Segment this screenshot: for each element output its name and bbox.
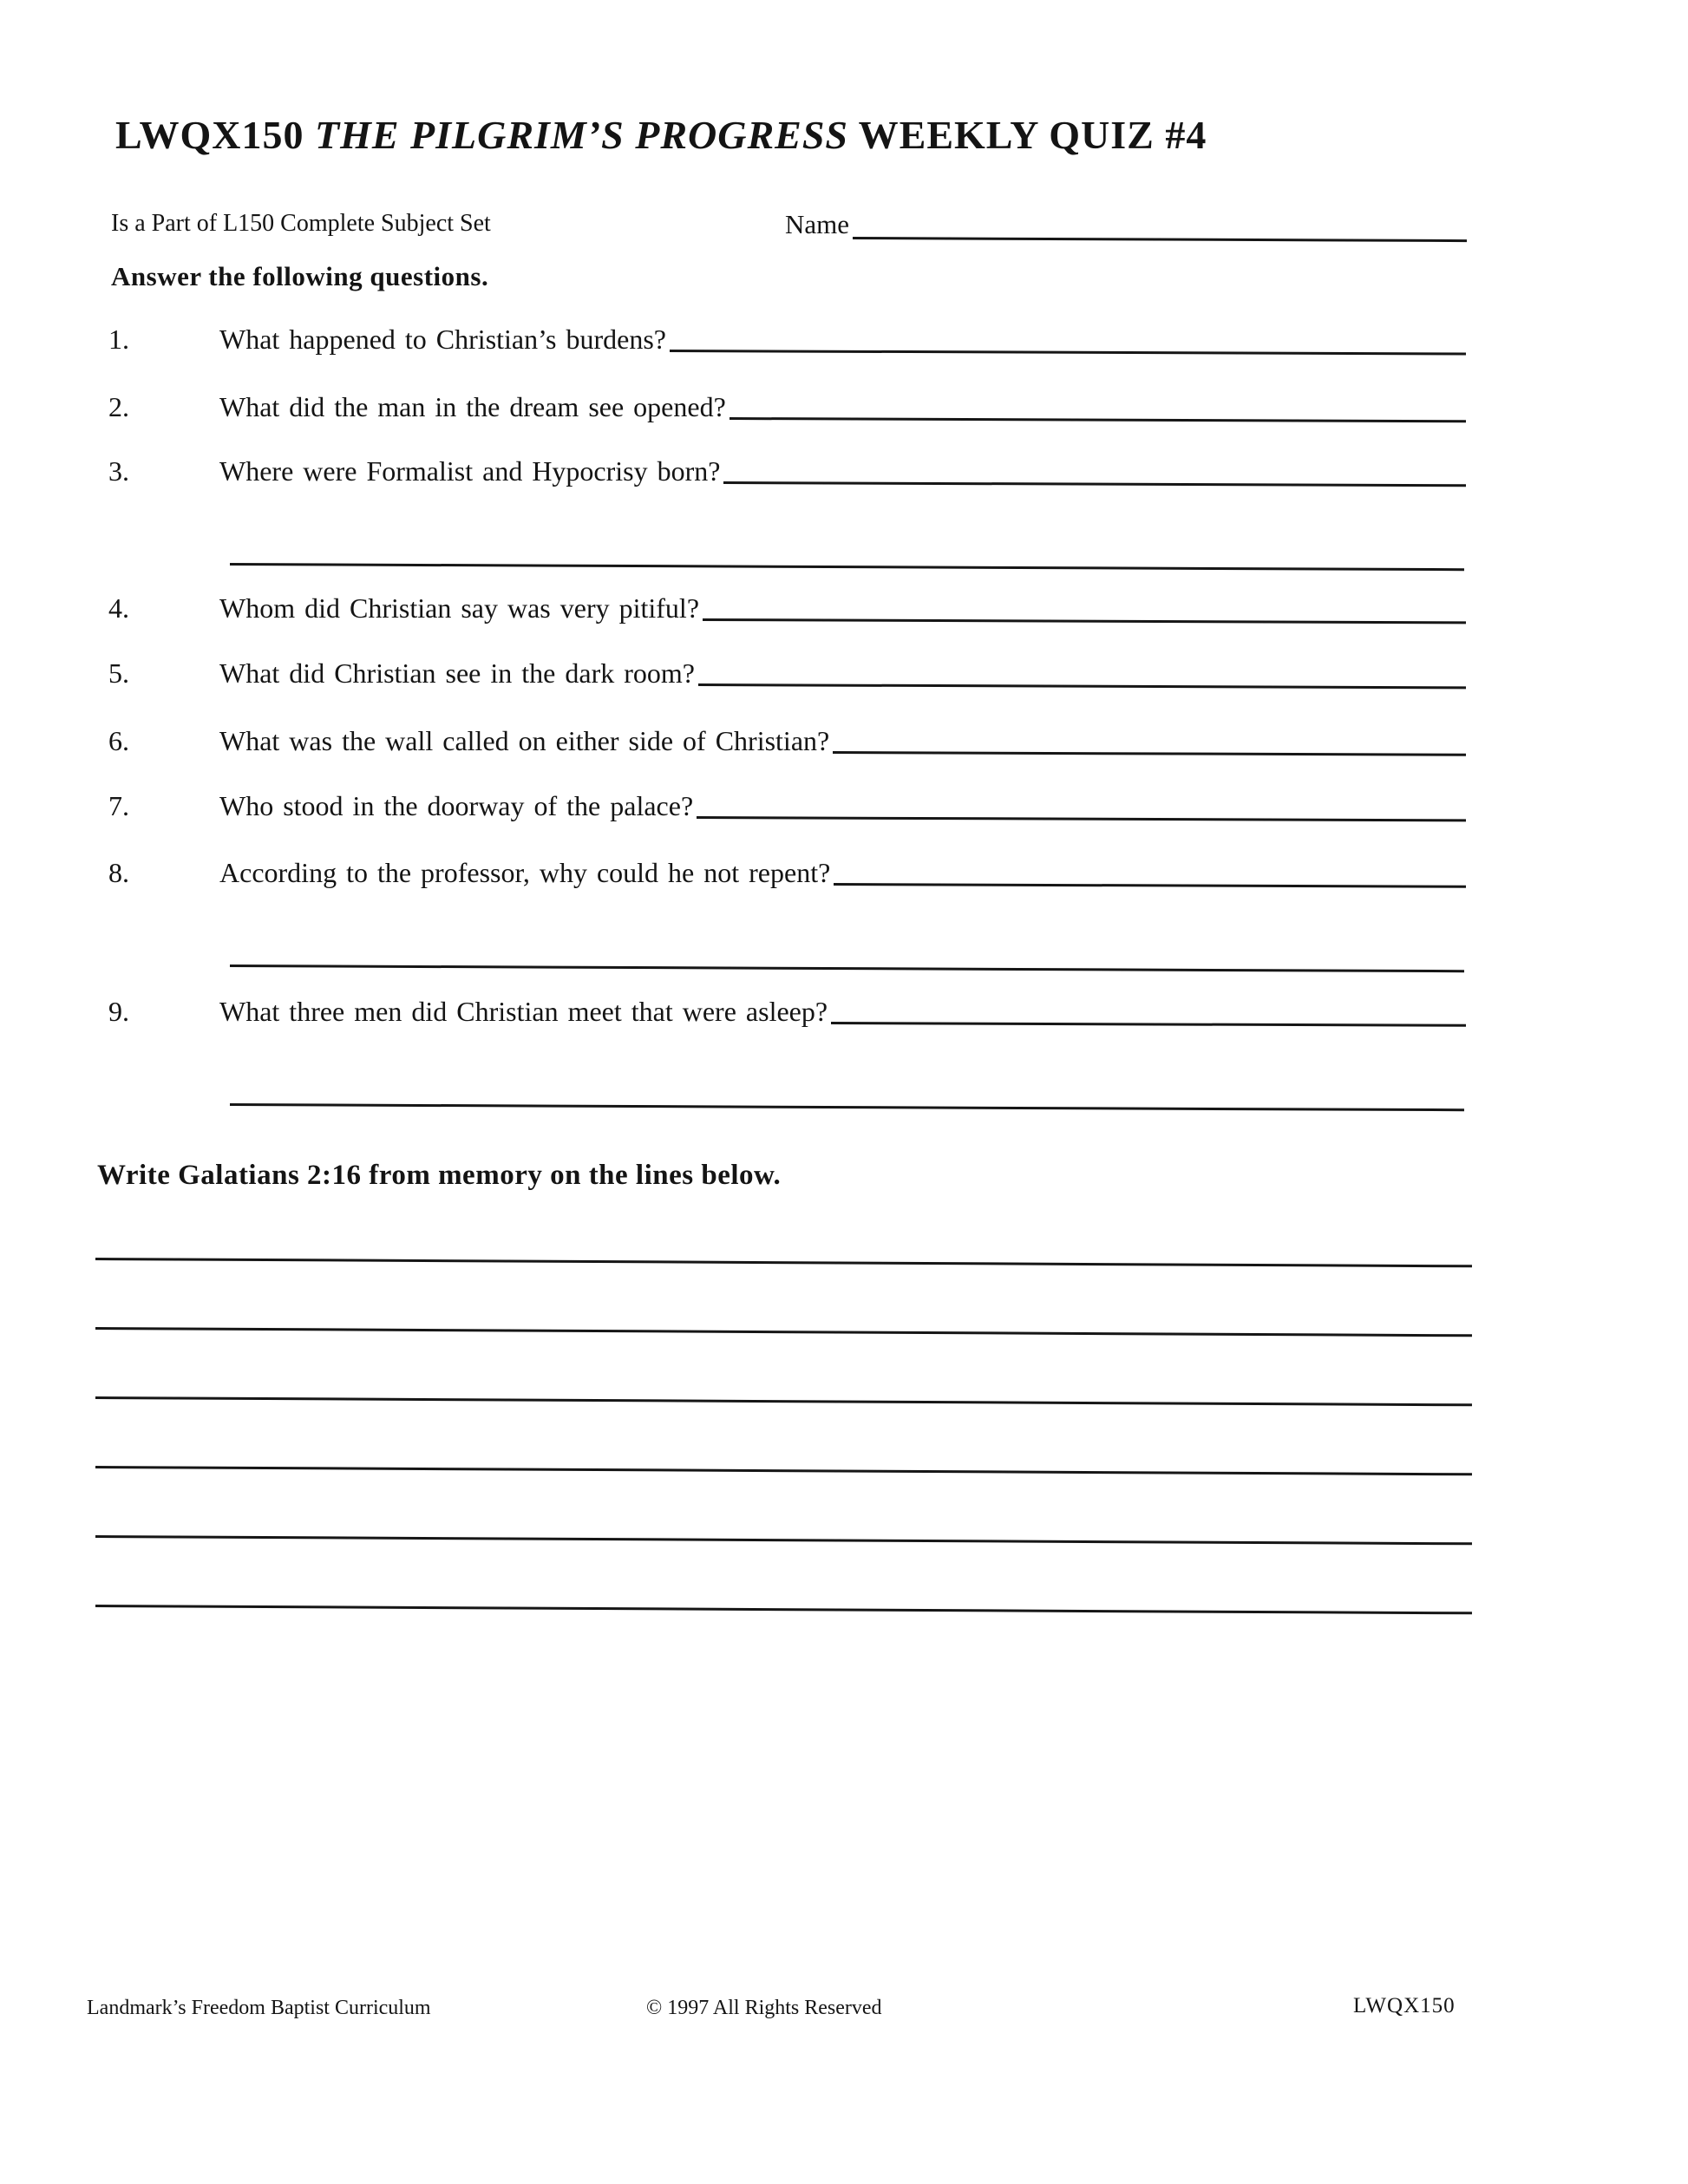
answer-blank-continuation-line — [230, 563, 1464, 571]
question-row — [108, 993, 1466, 1030]
answer-blank-line — [697, 788, 1466, 821]
name-label: Name — [785, 209, 850, 239]
title-book-name: THE PILGRIM’S PROGRESS — [314, 113, 848, 157]
answer-blank-continuation-line — [230, 964, 1464, 972]
memory-verse-writing-line — [95, 1466, 1472, 1475]
question-row — [108, 723, 1466, 759]
title-quiz-label: WEEKLY QUIZ #4 — [858, 113, 1207, 157]
question-row — [108, 389, 1466, 425]
memory-verse-writing-line — [95, 1396, 1472, 1406]
question-number: 3. — [108, 455, 129, 487]
memory-verse-writing-line — [95, 1535, 1472, 1545]
question-text: Where were Formalist and Hypocrisy born? — [219, 455, 721, 487]
answer-blank-line — [834, 854, 1466, 888]
question-number: 9. — [108, 996, 129, 1027]
answer-blank-line — [698, 655, 1466, 689]
question-text: According to the professor, why could he not repent? — [219, 857, 831, 888]
question-row — [108, 788, 1466, 824]
question-text: What happened to Christian’s burdens? — [219, 324, 666, 355]
question-row — [108, 590, 1466, 626]
question-text: What three men did Christian meet that were asleep? — [219, 996, 828, 1027]
answer-blank-line — [670, 321, 1466, 356]
question-number: 7. — [108, 790, 129, 821]
question-text: Whom did Christian say was very pitiful? — [219, 592, 700, 624]
question-row — [108, 655, 1466, 691]
memory-verse-writing-line — [95, 1258, 1472, 1267]
question-number: 4. — [108, 592, 129, 624]
memory-verse-writing-line — [95, 1605, 1472, 1614]
subject-set-note: Is a Part of L150 Complete Subject Set — [111, 210, 491, 237]
question-row — [108, 321, 1466, 357]
question-text: What was the wall called on either side of Christian? — [219, 725, 830, 756]
answer-blank-line — [723, 453, 1466, 487]
memory-verse-writing-line — [95, 1327, 1472, 1337]
question-text: Who stood in the doorway of the palace? — [219, 790, 694, 821]
footer-copyright: © 1997 All Rights Reserved — [646, 1997, 882, 2019]
question-number: 2. — [108, 391, 129, 422]
answer-blank-line — [831, 993, 1466, 1027]
question-text: What did Christian see in the dark room? — [219, 657, 695, 689]
question-row — [108, 854, 1466, 891]
footer-item-code: LWQX150 — [1353, 1994, 1456, 2017]
question-row — [108, 453, 1466, 489]
question-number: 8. — [108, 857, 129, 888]
memory-verse-heading: Write Galatians 2:16 from memory on the lines below. — [97, 1160, 782, 1191]
answer-blank-line — [703, 590, 1466, 624]
question-number: 1. — [108, 324, 129, 355]
name-blank-line — [853, 205, 1467, 242]
answer-blank-line — [730, 389, 1466, 422]
instructions-heading: Answer the following questions. — [111, 261, 489, 291]
footer-publisher: Landmark’s Freedom Baptist Curriculum — [87, 1997, 431, 2019]
answer-blank-line — [833, 723, 1466, 756]
question-text: What did the man in the dream see opened? — [219, 391, 726, 422]
name-field-row — [785, 205, 1467, 245]
question-number: 5. — [108, 657, 129, 689]
title-code: LWQX150 — [115, 113, 304, 157]
answer-blank-continuation-line — [230, 1103, 1464, 1111]
question-number: 6. — [108, 725, 129, 756]
page-title — [115, 111, 1207, 160]
